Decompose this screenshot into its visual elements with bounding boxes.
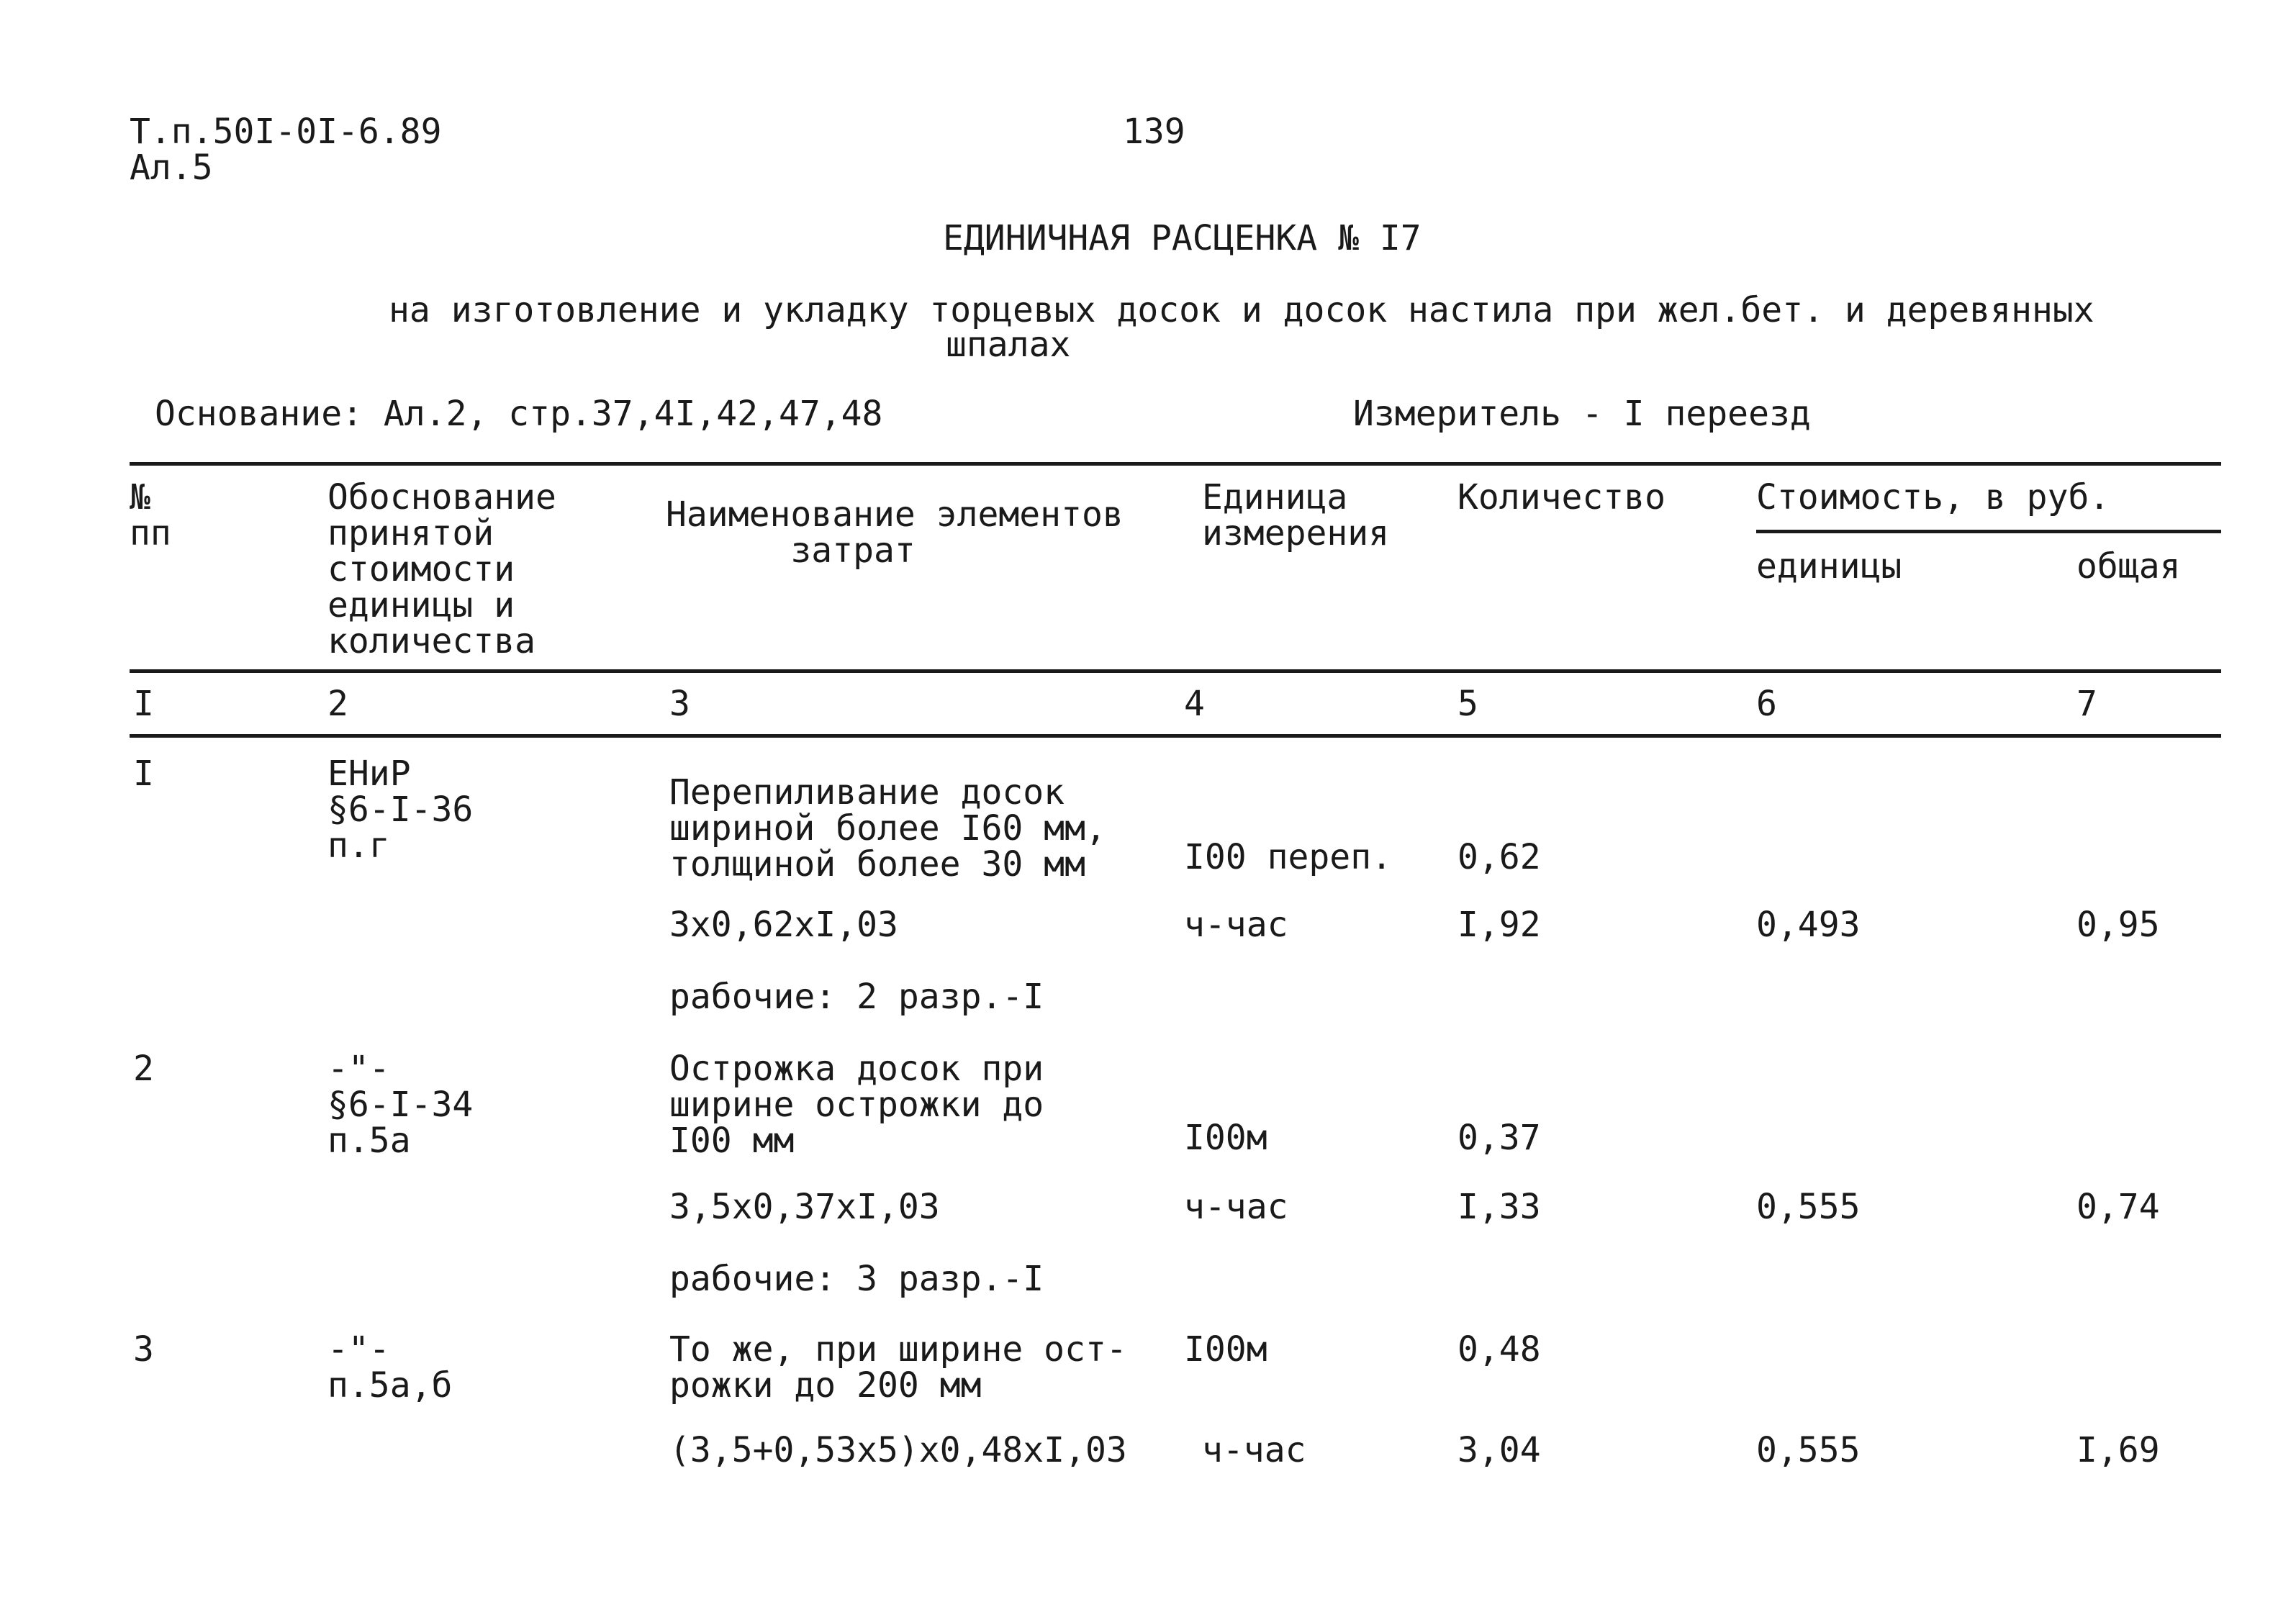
header-unit: Единица измерения bbox=[1202, 477, 1390, 553]
page-number: 139 bbox=[1123, 112, 1185, 152]
album-label: Ал.5 bbox=[130, 148, 213, 188]
row-workers: рабочие: 3 разр.-I bbox=[669, 1259, 1044, 1299]
row-calc-unit: ч-час bbox=[1202, 1430, 1306, 1470]
row-calc-quantity: I,92 bbox=[1457, 905, 1541, 945]
row-cost-total: I,69 bbox=[2076, 1430, 2160, 1470]
row-justification: -"- §6-I-34 п.5а bbox=[327, 1049, 474, 1161]
column-number: I bbox=[133, 684, 154, 724]
row-calc: 3x0,62xI,03 bbox=[669, 905, 898, 945]
row-justification: -"- п.5а,б bbox=[327, 1329, 453, 1406]
column-number: 4 bbox=[1184, 684, 1205, 724]
header-quantity: Количество bbox=[1457, 477, 1665, 517]
row-calc: 3,5x0,37xI,03 bbox=[669, 1187, 940, 1227]
meter-label: Измеритель - I переезд bbox=[1353, 394, 1811, 434]
header-cost-total: общая bbox=[2076, 546, 2181, 587]
row-cost-unit: 0,493 bbox=[1756, 905, 1861, 945]
row-quantity: 0,48 bbox=[1457, 1329, 1541, 1370]
row-quantity: 0,62 bbox=[1457, 837, 1541, 877]
column-number: 2 bbox=[327, 684, 348, 724]
header-cost-unit: единицы bbox=[1756, 546, 1902, 587]
row-name: То же, при ширине ост- рожки до 200 мм bbox=[669, 1329, 1127, 1406]
page-title: ЕДИНИЧНАЯ РАСЦЕНКА № I7 bbox=[943, 218, 1422, 258]
header-num: № пп bbox=[130, 477, 171, 553]
document-code: Т.п.50I-0I-6.89 bbox=[130, 112, 442, 152]
column-number: 3 bbox=[669, 684, 690, 724]
row-number: 3 bbox=[133, 1329, 154, 1370]
column-number: 6 bbox=[1756, 684, 1777, 724]
row-name: Острожка досок при ширине острожки до I00 мм bbox=[669, 1049, 1044, 1161]
row-cost-total: 0,95 bbox=[2076, 905, 2160, 945]
row-number: I bbox=[133, 754, 154, 794]
header-justification: Обоснование принятой стоимости единицы и количества bbox=[327, 477, 556, 661]
row-unit: I00м bbox=[1184, 1118, 1267, 1158]
row-calc-unit: ч-час bbox=[1184, 1187, 1288, 1227]
row-calc-quantity: 3,04 bbox=[1457, 1430, 1541, 1470]
row-calc-quantity: I,33 bbox=[1457, 1187, 1541, 1227]
row-name: Перепиливание досок шириной более I60 мм, толщиной более 30 мм bbox=[669, 772, 1106, 885]
column-number: 5 bbox=[1457, 684, 1478, 724]
column-number: 7 bbox=[2076, 684, 2097, 724]
row-unit: I00 переп. bbox=[1184, 837, 1392, 877]
row-justification: ЕНиР §6-I-36 п.г bbox=[327, 754, 474, 866]
row-quantity: 0,37 bbox=[1457, 1118, 1541, 1158]
cost-subheader-rule bbox=[1756, 530, 2221, 533]
row-number: 2 bbox=[133, 1049, 154, 1089]
column-number-rule bbox=[130, 734, 2221, 738]
row-calc: (3,5+0,53x5)x0,48xI,03 bbox=[669, 1430, 1127, 1470]
row-workers: рабочие: 2 разр.-I bbox=[669, 977, 1044, 1017]
row-cost-unit: 0,555 bbox=[1756, 1430, 1861, 1470]
row-cost-unit: 0,555 bbox=[1756, 1187, 1861, 1227]
subtitle-line2: шпалах bbox=[946, 325, 1071, 365]
header-cost: Стоимость, в руб. bbox=[1756, 477, 2110, 517]
row-cost-total: 0,74 bbox=[2076, 1187, 2160, 1227]
row-calc-unit: ч-час bbox=[1184, 905, 1288, 945]
header-bottom-rule bbox=[130, 669, 2221, 673]
row-unit: I00м bbox=[1184, 1329, 1267, 1370]
header-name: Наименование элементов затрат bbox=[666, 494, 1124, 571]
subtitle-line1: на изготовление и укладку торцевых досок и досок настила при жел.бет. и деревянных bbox=[389, 290, 2094, 330]
table-top-rule bbox=[130, 462, 2221, 466]
basis-label: Основание: Ал.2, стр.37,4I,42,47,48 bbox=[155, 394, 883, 434]
